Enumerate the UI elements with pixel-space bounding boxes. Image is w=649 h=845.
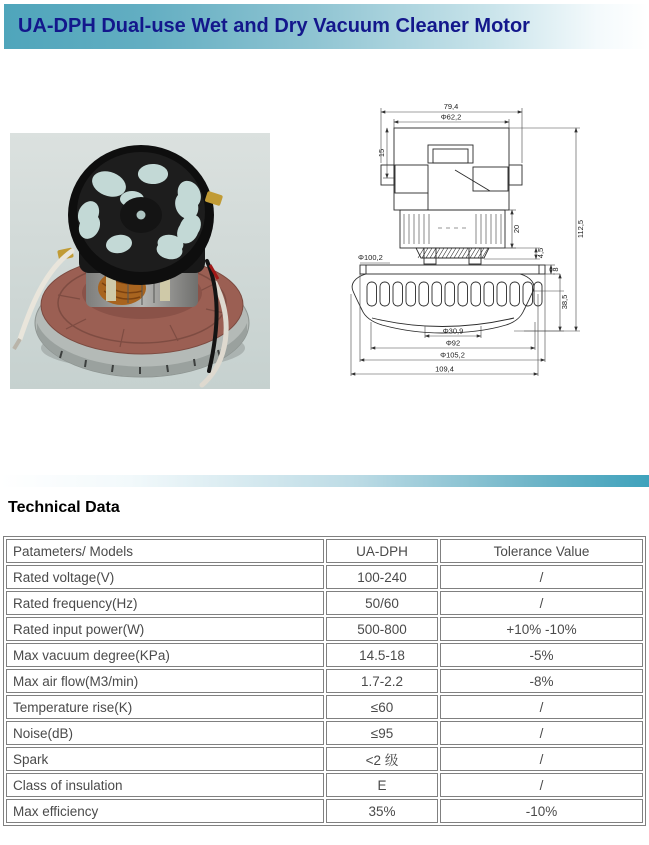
dim-label-width-top: 79,4 bbox=[443, 102, 459, 111]
value-cell: <2 级 bbox=[326, 747, 438, 771]
header-model: UA-DPH bbox=[326, 539, 438, 563]
value-cell: 100-240 bbox=[326, 565, 438, 589]
tolerance-cell: -5% bbox=[440, 643, 643, 667]
table-row bbox=[6, 799, 643, 823]
table-row bbox=[6, 669, 643, 693]
parameter-cell: Noise(dB) bbox=[6, 721, 324, 745]
tolerance-cell: / bbox=[440, 695, 643, 719]
dim-label-h-top: 15 bbox=[377, 148, 386, 158]
header-parameters: Patameters/ Models bbox=[6, 539, 324, 563]
product-photo bbox=[10, 133, 270, 389]
value-cell: E bbox=[326, 773, 438, 797]
dim-label-h-total: 112,5 bbox=[576, 219, 585, 239]
table-row bbox=[6, 721, 643, 745]
parameter-cell: Rated frequency(Hz) bbox=[6, 591, 324, 615]
value-cell: ≤95 bbox=[326, 721, 438, 745]
parameter-cell: Spark bbox=[6, 747, 324, 771]
value-cell: 500-800 bbox=[326, 617, 438, 641]
technical-drawing bbox=[338, 88, 648, 390]
table-row bbox=[6, 617, 643, 641]
value-cell: 35% bbox=[326, 799, 438, 823]
dim-label-dia-plate: Φ100,2 bbox=[358, 253, 383, 262]
technical-data-table bbox=[3, 536, 646, 826]
tolerance-cell: -8% bbox=[440, 669, 643, 693]
spec-table-body bbox=[6, 565, 643, 823]
dim-label-width-bottom: 109,4 bbox=[435, 364, 454, 374]
title-bar bbox=[4, 4, 649, 49]
parameter-cell: Class of insulation bbox=[6, 773, 324, 797]
table-row bbox=[6, 747, 643, 771]
vacuum-motor-photo-illustration bbox=[10, 133, 270, 389]
value-cell: 50/60 bbox=[326, 591, 438, 615]
tolerance-cell: +10% -10% bbox=[440, 617, 643, 641]
table-row bbox=[6, 565, 643, 589]
tolerance-cell: / bbox=[440, 591, 643, 615]
dim-label-h-gasket: 4,5 bbox=[536, 247, 545, 259]
dim-label-h-stack: 20 bbox=[512, 224, 521, 234]
table-row bbox=[6, 695, 643, 719]
dim-label-dia-mid: Φ92 bbox=[445, 338, 461, 348]
tolerance-cell: / bbox=[440, 721, 643, 745]
tolerance-cell: / bbox=[440, 773, 643, 797]
tolerance-cell: / bbox=[440, 747, 643, 771]
section-heading: Technical Data bbox=[8, 499, 120, 516]
dim-label-h-plate: 8 bbox=[551, 267, 560, 272]
table-row bbox=[6, 773, 643, 797]
dim-label-dia-top: Φ62,2 bbox=[440, 112, 462, 122]
value-cell: 1.7-2.2 bbox=[326, 669, 438, 693]
parameter-cell: Max efficiency bbox=[6, 799, 324, 823]
parameter-cell: Max vacuum degree(KPa) bbox=[6, 643, 324, 667]
parameter-cell: Rated input power(W) bbox=[6, 617, 324, 641]
page-title: UA-DPH Dual-use Wet and Dry Vacuum Cleaner Motor bbox=[18, 15, 530, 37]
parameter-cell: Rated voltage(V) bbox=[6, 565, 324, 589]
dim-label-dia-inner: Φ30,9 bbox=[442, 326, 464, 336]
parameter-cell: Max air flow(M3/min) bbox=[6, 669, 324, 693]
table-row bbox=[6, 591, 643, 615]
value-cell: ≤60 bbox=[326, 695, 438, 719]
dim-label-dia-outer: Φ105,2 bbox=[440, 350, 465, 360]
parameter-cell: Temperature rise(K) bbox=[6, 695, 324, 719]
value-cell: 14.5-18 bbox=[326, 643, 438, 667]
table-header-row bbox=[6, 539, 643, 563]
tolerance-cell: / bbox=[440, 565, 643, 589]
divider-gradient bbox=[0, 475, 649, 487]
header-tolerance: Tolerance Value bbox=[440, 539, 643, 563]
tolerance-cell: -10% bbox=[440, 799, 643, 823]
dim-label-h-fan: 38,5 bbox=[560, 294, 569, 310]
table-row bbox=[6, 643, 643, 667]
